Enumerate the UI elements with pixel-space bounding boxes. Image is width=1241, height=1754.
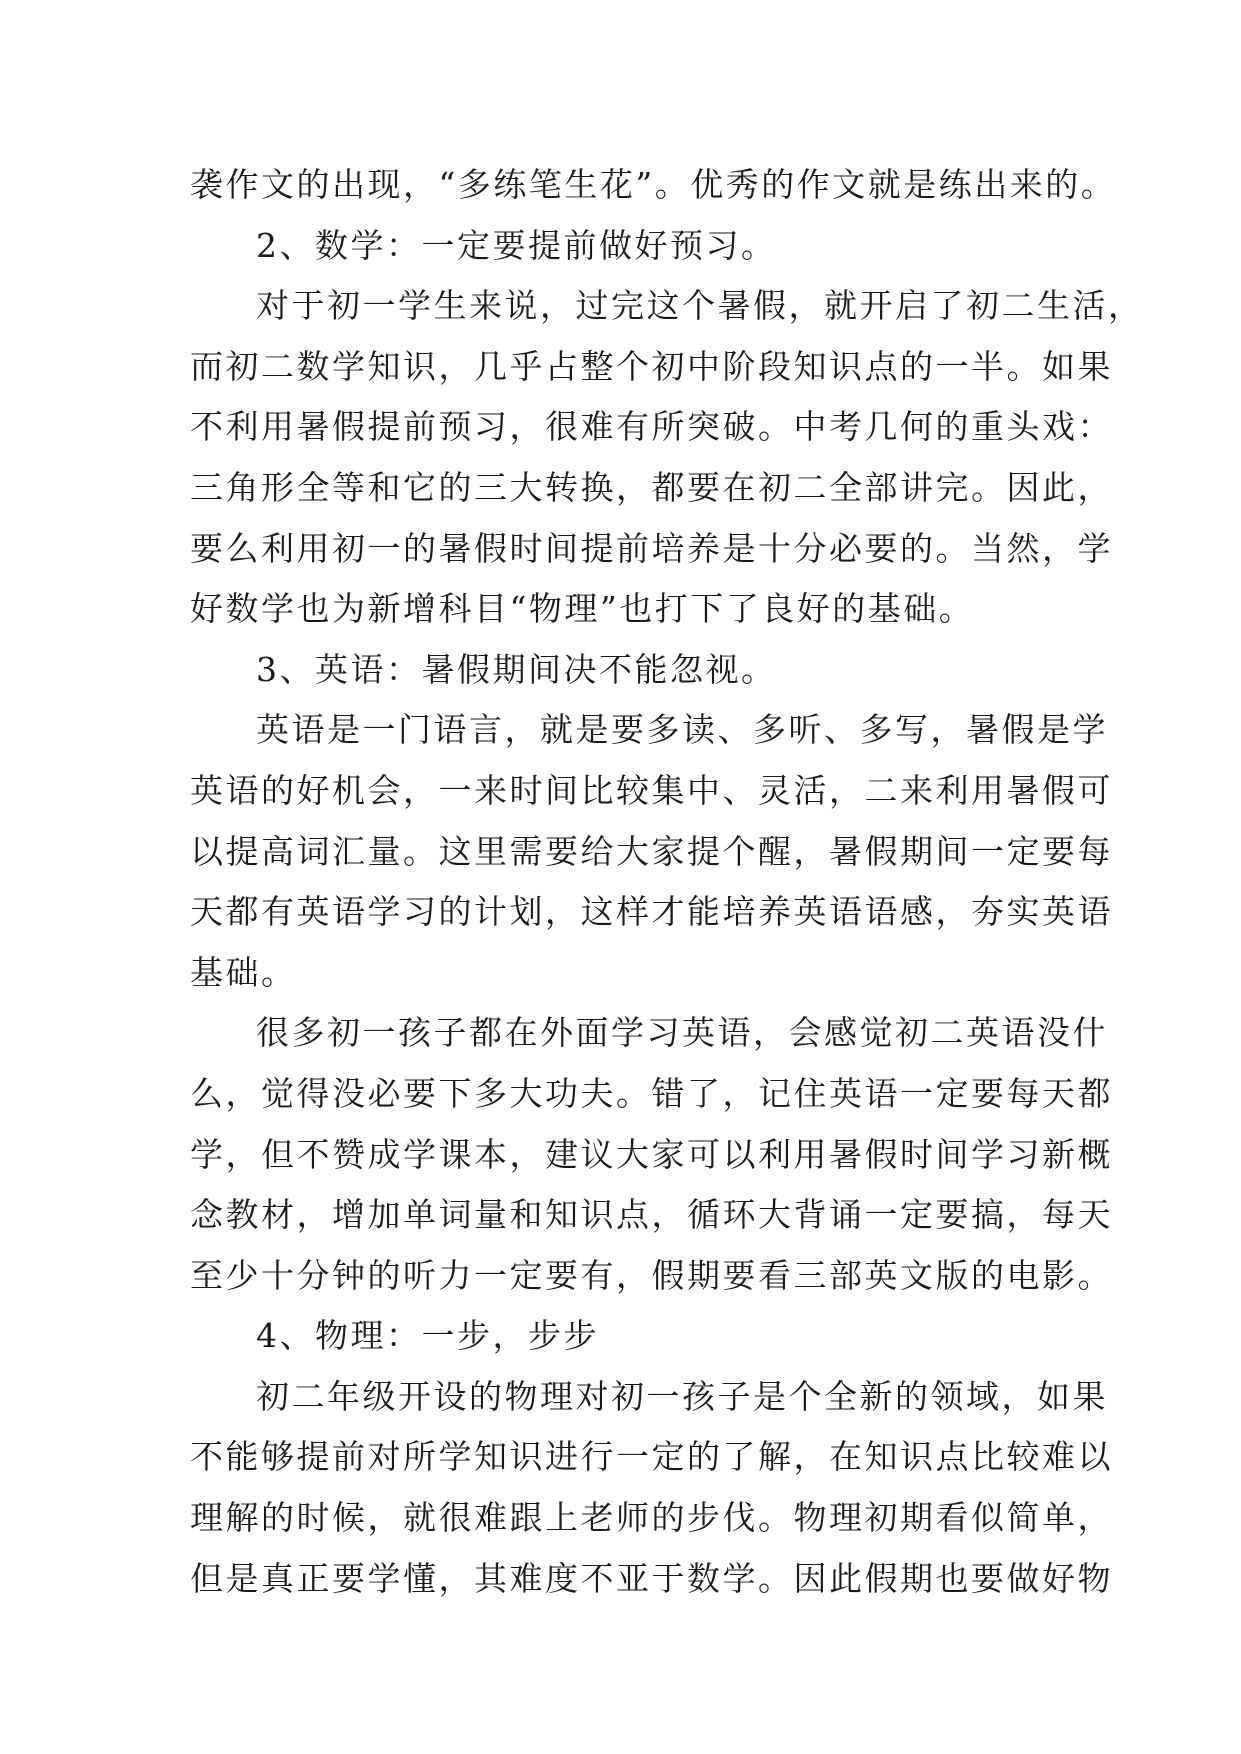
text-line: 学，但不赞成学课本，建议大家可以利用暑假时间学习新概 xyxy=(190,1134,1113,1174)
text-line: 而初二数学知识，几乎占整个初中阶段知识点的一半。如果 xyxy=(190,346,1113,386)
text-line: 对于初一学生来说，过完这个暑假，就开启了初二生活， xyxy=(256,286,1144,326)
text-line: 三角形全等和它的三大转换，都要在初二全部讲完。因此， xyxy=(190,467,1113,507)
text-line: 好数学也为新增科目“物理”也打下了良好的基础。 xyxy=(190,589,975,629)
text-line: 不能够提前对所学知识进行一定的了解，在知识点比较难以 xyxy=(190,1437,1113,1477)
text-line: 至少十分钟的听力一定要有，假期要看三部英文版的电影。 xyxy=(190,1255,1113,1295)
text-line: 么，觉得没必要下多大功夫。错了，记住英语一定要每天都 xyxy=(190,1073,1113,1113)
text-line: 袭作文的出现，“多练笔生花”。优秀的作文就是练出来的。 xyxy=(190,165,1117,204)
text-line: 2、数学：一定要提前做好预习。 xyxy=(256,225,777,265)
text-line: 英语的好机会，一来时间比较集中、灵活，二来利用暑假可 xyxy=(190,770,1113,810)
text-line: 3、英语：暑假期间决不能忽视。 xyxy=(256,649,777,689)
text-line: 4、物理：一步，步步 xyxy=(256,1316,599,1356)
text-line: 不利用暑假提前预习，很难有所突破。中考几何的重头戏： xyxy=(190,407,1113,447)
body-text xyxy=(190,155,1144,1609)
text-line: 要么利用初一的暑假时间提前培养是十分必要的。当然，学 xyxy=(190,528,1113,568)
text-line: 理解的时候，就很难跟上老师的步伐。物理初期看似简单， xyxy=(190,1498,1113,1538)
text-line: 以提高词汇量。这里需要给大家提个醒，暑假期间一定要每 xyxy=(190,831,1113,871)
text-line: 但是真正要学懂，其难度不亚于数学。因此假期也要做好物 xyxy=(190,1558,1113,1598)
text-line: 很多初一孩子都在外面学习英语，会感觉初二英语没什 xyxy=(256,1013,1108,1053)
text-line: 天都有英语学习的计划，这样才能培养英语语感，夯实英语 xyxy=(190,892,1113,932)
text-line: 念教材，增加单词量和知识点，循环大背诵一定要搞，每天 xyxy=(190,1195,1113,1235)
text-line: 初二年级开设的物理对初一孩子是个全新的领域，如果 xyxy=(256,1376,1108,1416)
text-line: 基础。 xyxy=(190,952,297,992)
text-line: 英语是一门语言，就是要多读、多听、多写，暑假是学 xyxy=(256,710,1108,750)
